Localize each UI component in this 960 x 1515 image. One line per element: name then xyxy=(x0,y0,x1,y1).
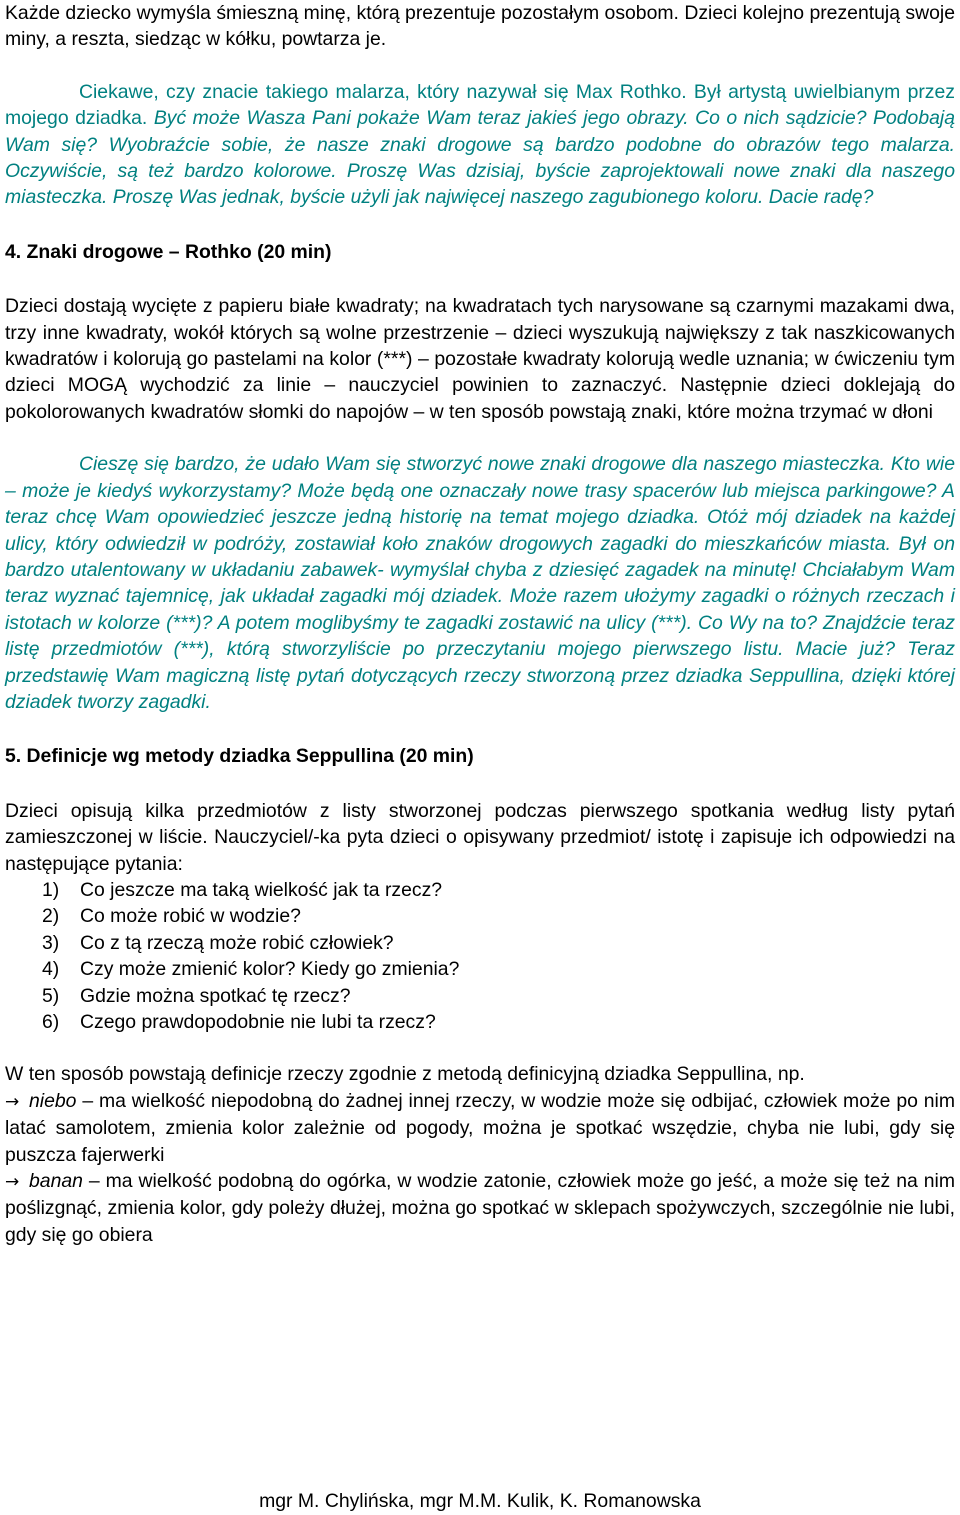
section-5-conclusion: W ten sposób powstają definicje rzeczy zgodnie z metodą definicyjną dziadka Seppullina, np. xyxy=(5,1063,805,1086)
question-number: 5) xyxy=(42,984,60,1007)
spacer xyxy=(5,53,955,79)
question-list xyxy=(5,877,955,1035)
question-number: 6) xyxy=(42,1011,60,1033)
intro-teal-italic: Być może Wasza Pani pokaże Wam teraz jakieś jego obrazy. Co o nich sądzicie? Podobają Wam się? Wyobraźcie sobie, że nasze znaki drogowe są bardzo podobne do obrazów tego malarza. Oczywiście, są też bardzo kolorowe. Proszę Was dzisiaj, byście zaprojektowali nowe znaki dla naszego miasteczka. Proszę Was jednak, byście użyli jak najwięcej naszego zagubionego koloru. Dacie radę? xyxy=(5,107,955,209)
question-item xyxy=(5,1009,955,1035)
question-number: 3) xyxy=(42,931,60,954)
spacer xyxy=(5,770,955,798)
question-text: Co z tą rzeczą może robić człowiek? xyxy=(80,931,394,954)
question-number: 1) xyxy=(42,878,60,901)
question-item xyxy=(5,956,955,982)
arrow-right-icon: → xyxy=(5,1172,20,1193)
intro-paragraph: Każde dziecko wymyśla śmieszną minę, którą prezentuje pozostałym osobom. Dzieci kolejno prezentują swoje miny, a reszta, siedząc w kółku, powtarza je. xyxy=(5,2,955,51)
question-text: Gdzie można spotkać tę rzecz? xyxy=(80,984,351,1007)
question-text: Co może robić w wodzie? xyxy=(80,905,301,928)
document-page xyxy=(5,0,955,1248)
spacer xyxy=(5,211,955,239)
question-text: Czego prawdopodobnie nie lubi ta rzecz? xyxy=(80,1011,436,1033)
question-item xyxy=(5,903,955,929)
definition-term: niebo xyxy=(29,1089,77,1112)
spacer xyxy=(5,1035,955,1061)
page-footer-authors: mgr M. Chylińska, mgr M.M. Kulik, K. Romanowska xyxy=(259,1490,701,1512)
question-number: 4) xyxy=(42,958,60,981)
question-text: Co jeszcze ma taką wielkość jak ta rzecz? xyxy=(80,878,443,901)
question-text: Czy może zmienić kolor? Kiedy go zmienia? xyxy=(80,958,460,981)
section-5-heading: 5. Definicje wg metody dziadka Seppullina (20 min) xyxy=(5,745,474,768)
definition-term: banan xyxy=(29,1170,83,1193)
section-4-body: Dzieci dostają wycięte z papieru białe kwadraty; na kwadratach tych narysowane są czarnymi mazakami dwa, trzy inne kwadraty, wokół których są wolne przestrzenie – dzieci wyszukują największy z tak naszkicowanych kwadratów i kolorują go pastelami na kolor (***) – pozostałe kwadraty kolorują wedle uznania; w ćwiczeniu tym dzieci MOGĄ wychodzić za linie – nauczyciel powinien to zaznaczyć. Następnie dzieci doklejają do pokolorowanych kwadratów słomki do napojów – w ten sposób powstają znaki, które można trzymać w dłoni xyxy=(5,295,955,423)
definition-text: – ma wielkość podobną do ogórka, w wodzie zatonie, człowiek może go jeść, a może się też na nim poślizgnąć, zmienia kolor, gdy poleży dłużej, można go spotkać w sklepach spożywczych, szczególnie nie lubi, gdy się go obiera xyxy=(5,1170,955,1246)
spacer xyxy=(5,715,955,743)
intro-teal-paragraph xyxy=(5,79,955,211)
section-5-body: Dzieci opisują kilka przedmiotów z listy stworzonej podczas pierwszego spotkania według listy pytań zamieszczonej w liście. Nauczyciel/-ka pyta dzieci o opisywany przedmiot/ istotę i zapisuje ich odpowiedzi na następujące pytania: xyxy=(5,799,955,875)
intro-teal-upright: Ciekawe, czy znacie takiego malarza, który nazywał się Max Rothko. Był artystą uwielbianym przez mojego dziadka. xyxy=(5,80,955,130)
question-item xyxy=(5,877,955,903)
question-item xyxy=(5,983,955,1009)
section-4-heading: 4. Znaki drogowe – Rothko (20 min) xyxy=(5,240,332,263)
section-4-teal-paragraph: Cieszę się bardzo, że udało Wam się stworzyć nowe znaki drogowe dla naszego miasteczka. Kto wie – może je kiedyś wykorzystamy? Może będą one oznaczały nowe trasy spacerów lub miejsca parkingowe? A teraz chcę Wam opowiedzieć jeszcze jedną historię na temat mojego dziadka. Otóż mój dziadek na każdej ulicy, który odwiedził w podróży, zostawiał koło znaków drogowych zagadki do mieszkańców miasta. Był on bardzo utalentowany w układaniu zabawek- wymyślał chyba z dziesięć zagadek na minutę! Chciałabym Wam teraz wyznać tajemnicę, jak układał zagadki mój dziadek. Może razem ułożymy zagadki o różnych rzeczach i istotach w kolorze (***)? A potem moglibyśmy te zagadki zostawić na ulicy (***). Co Wy na to? Znajdźcie teraz listę przedmiotów (***), którą stworzyliście po przeczytaniu mojego pierwszego listu. Macie już? Teraz przedstawię Wam magiczną listę pytań dotyczących rzeczy stworzoną przez dziadka Seppullina, dzięki której dziadek tworzy zagadki. xyxy=(5,453,955,713)
arrow-right-icon: → xyxy=(5,1091,20,1112)
spacer xyxy=(5,425,955,451)
definition-example xyxy=(5,1168,955,1248)
question-item xyxy=(5,930,955,956)
question-number: 2) xyxy=(42,905,60,928)
definition-example xyxy=(5,1088,955,1168)
definition-text: – ma wielkość niepodobną do żadnej innej rzeczy, w wodzie może się odbijać, człowiek może po nim latać samolotem, zmienia kolor zależnie od pogody, można je spotkać wszędzie, chyba nie lubi, gdy się puszcza fajerwerki xyxy=(5,1089,955,1166)
spacer xyxy=(5,265,955,293)
